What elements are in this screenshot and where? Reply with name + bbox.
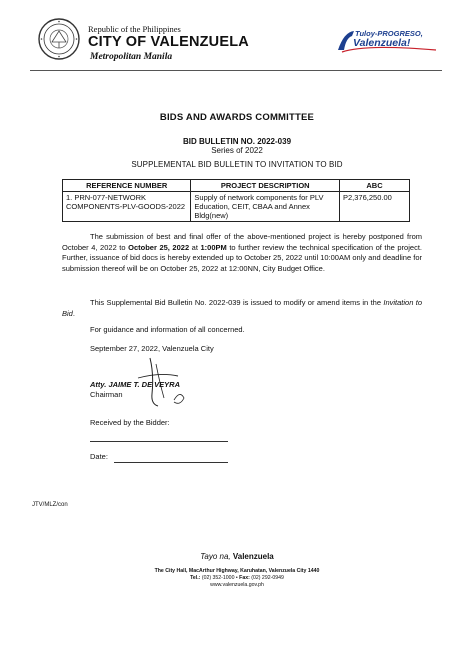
signatory-title: Chairman: [90, 390, 123, 399]
republic-line: Republic of the Philippines: [88, 24, 181, 34]
date-signature-line: [114, 462, 228, 463]
description-cell: Supply of network components for PLV Education, CEIT, CBAA and Annex Bldg(new): [191, 192, 340, 222]
city-name: CITY OF VALENZUELA: [88, 34, 249, 50]
footer-contact: Tel.: (02) 352-1000 • Fax: (02) 292-0949: [190, 575, 284, 581]
column-header-description: PROJECT DESCRIPTION: [191, 180, 340, 192]
metro-manila-line: Metropolitan Manila: [90, 52, 173, 62]
reference-initials: JTV/MLZ/con: [32, 502, 68, 508]
footer-address: The City Hall, MacArthur Highway, Karuhatan, Valenzuela City 1440: [154, 568, 320, 574]
brand-tagline-main: Valenzuela!: [353, 37, 411, 49]
received-by-label: Received by the Bidder:: [90, 418, 170, 427]
table-header-row: [63, 180, 410, 192]
brand-tagline-top: Tuloy-PROGRESO,: [355, 29, 423, 38]
received-signature-line: [90, 441, 228, 442]
letterhead-divider: [30, 70, 442, 71]
city-seal-logo: [38, 18, 80, 60]
signatory-name: Atty. JAIME T. DE VEYRA: [90, 380, 181, 389]
postponement-paragraph: The submission of best and final offer of the above-mentioned project is hereby postponed from October 4, 2022 to October 25, 2022 at 1:00PM to further review the technical specification of the project. Further, issuance of bid docs is hereby extended up to October 25, 2022 until 10:00AM only and deadline for submission thereof will be on October 25, 2022 at 12:00NN, City Budget Office.: [62, 232, 422, 273]
committee-heading: BIDS AND AWARDS COMMITTEE: [159, 112, 315, 123]
footer-slogan: Tayo na, Valenzuela: [200, 552, 274, 561]
reference-cell: 1. PRN-077-NETWORK COMPONENTS-PLV-GOODS-2022: [63, 192, 191, 222]
amendment-paragraph: This Supplemental Bid Bulletin No. 2022-039 is issued to modify or amend items in the Invitation to Bid.: [62, 298, 423, 318]
column-header-reference: REFERENCE NUMBER: [63, 180, 191, 192]
footer-website: www.valenzuela.gov.ph: [210, 582, 264, 588]
date-place-line: September 27, 2022, Valenzuela City: [90, 344, 214, 353]
column-header-abc: ABC: [340, 180, 410, 192]
bulletin-number: BID BULLETIN NO. 2022-039: [182, 137, 292, 146]
table-row: [63, 192, 410, 222]
date-label: Date:: [90, 452, 108, 461]
series-line: Series of 2022: [211, 146, 263, 155]
project-table: [62, 179, 410, 222]
guidance-paragraph: For guidance and information of all concerned.: [90, 325, 245, 334]
bulletin-subject: SUPPLEMENTAL BID BULLETIN TO INVITATION TO BID: [131, 160, 343, 169]
abc-cell: P2,376,250.00: [340, 192, 410, 222]
